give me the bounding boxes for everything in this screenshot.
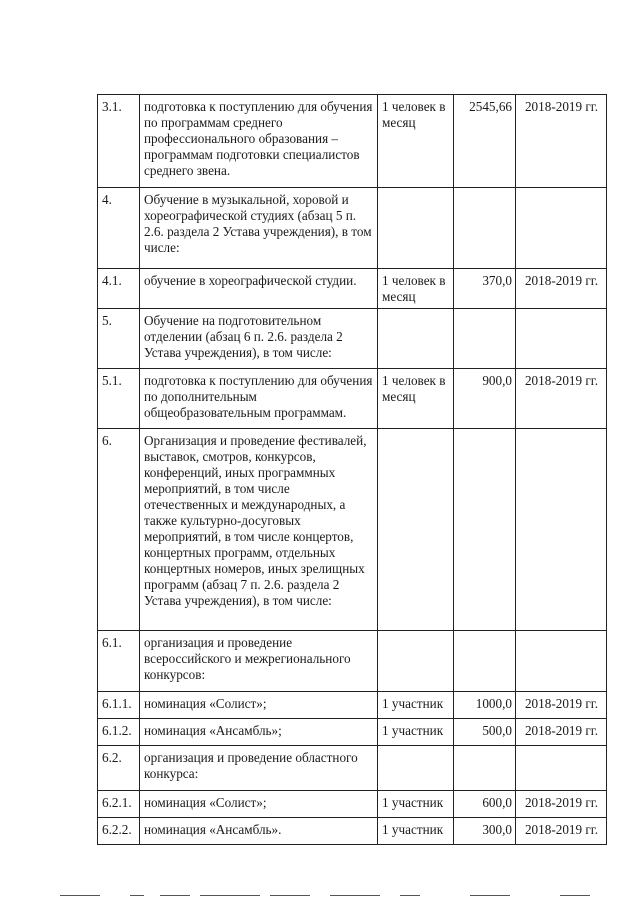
scan-mark [400,895,420,896]
row-description: обучение в хореографической студии. [140,269,378,309]
row-period: 2018-2019 гг. [516,95,607,188]
row-description: Обучение на подготовительном отделении (абзац 6 п. 2.6. раздела 2 Устава учреждения), в том числе: [140,309,378,369]
table-row [98,429,607,631]
row-period [516,309,607,369]
row-description: Организация и проведение фестивалей, выставок, смотров, конкурсов, конференций, иных программных мероприятий, в том числе отечественных и международных, а также культурно-досуговых мероприятий, в том числе концертов, концертных программ, отдельных концертных номеров, иных зрелищных программ (абзац 7 п. 2.6. раздела 2 Устава учреждения), в том числе: [140,429,378,631]
row-description: подготовка к поступлению для обучения по программам среднего профессионального образования – программам подготовки специалистов среднего звена. [140,95,378,188]
row-period [516,746,607,791]
row-period [516,429,607,631]
row-unit: 1 человек в месяц [378,269,454,309]
row-price [454,631,516,692]
scan-mark [160,895,190,896]
row-period: 2018-2019 гг. [516,692,607,719]
row-description: номинация «Солист»; [140,692,378,719]
table-row [98,818,607,845]
table-row [98,791,607,818]
row-description: организация и проведение областного конкурса: [140,746,378,791]
table-row [98,746,607,791]
row-price [454,429,516,631]
row-number: 6. [98,429,140,631]
row-number: 6.2. [98,746,140,791]
row-number: 5.1. [98,369,140,429]
scan-mark [470,895,510,896]
scan-mark [60,895,100,896]
row-unit: 1 человек в месяц [378,369,454,429]
row-unit [378,631,454,692]
price-table [97,94,607,845]
table-row [98,719,607,746]
table-row [98,369,607,429]
row-unit: 1 участник [378,818,454,845]
row-description: номинация «Ансамбль». [140,818,378,845]
row-number: 6.1.1. [98,692,140,719]
row-price [454,309,516,369]
row-period: 2018-2019 гг. [516,369,607,429]
row-number: 4.1. [98,269,140,309]
table-row [98,692,607,719]
row-description: номинация «Ансамбль»; [140,719,378,746]
row-description: номинация «Солист»; [140,791,378,818]
row-unit [378,309,454,369]
row-number: 3.1. [98,95,140,188]
row-price: 1000,0 [454,692,516,719]
row-number: 6.1.2. [98,719,140,746]
table-row [98,631,607,692]
row-price: 370,0 [454,269,516,309]
row-number: 5. [98,309,140,369]
row-number: 6.1. [98,631,140,692]
row-description: Обучение в музыкальной, хоровой и хореографической студиях (абзац 5 п. 2.6. раздела 2 Устава учреждения), в том числе: [140,188,378,269]
row-unit: 1 участник [378,719,454,746]
row-unit: 1 участник [378,692,454,719]
row-description: подготовка к поступлению для обучения по дополнительным общеобразовательным программам. [140,369,378,429]
row-number: 6.2.1. [98,791,140,818]
row-price: 600,0 [454,791,516,818]
row-unit: 1 участник [378,791,454,818]
row-period [516,631,607,692]
table-row [98,95,607,188]
row-number: 6.2.2. [98,818,140,845]
row-period [516,188,607,269]
row-price: 300,0 [454,818,516,845]
row-unit [378,746,454,791]
table-row [98,309,607,369]
row-price: 2545,66 [454,95,516,188]
scan-mark [330,895,380,896]
row-description: организация и проведение всероссийского и межрегионального конкурсов: [140,631,378,692]
row-unit [378,188,454,269]
scan-edge-marks [0,893,640,899]
row-period: 2018-2019 гг. [516,719,607,746]
row-price: 900,0 [454,369,516,429]
scan-mark [270,895,310,896]
scan-mark [130,895,144,896]
scan-mark [560,895,590,896]
scan-mark [200,895,260,896]
row-price: 500,0 [454,719,516,746]
row-unit: 1 человек в месяц [378,95,454,188]
row-price [454,188,516,269]
row-period: 2018-2019 гг. [516,818,607,845]
row-unit [378,429,454,631]
table-row [98,269,607,309]
row-period: 2018-2019 гг. [516,791,607,818]
row-period: 2018-2019 гг. [516,269,607,309]
table-row [98,188,607,269]
row-price [454,746,516,791]
row-number: 4. [98,188,140,269]
